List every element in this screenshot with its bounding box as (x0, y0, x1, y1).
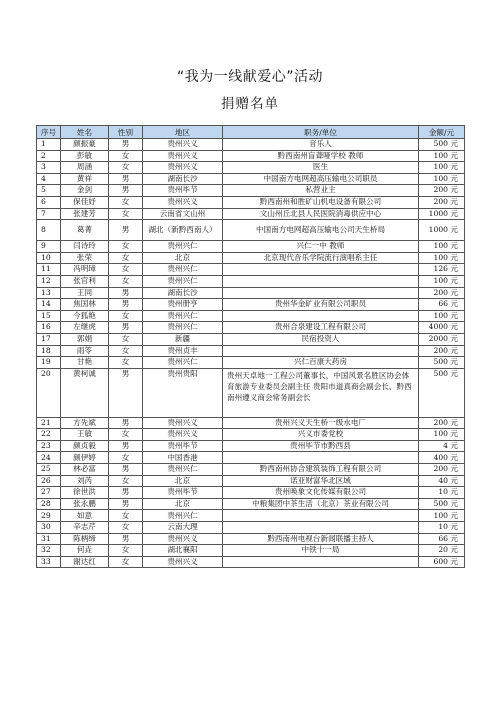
cell-job (223, 310, 419, 322)
cell-amount: 200 元 (419, 464, 465, 476)
cell-amount: 66 元 (419, 299, 465, 311)
cell-job (223, 264, 419, 276)
cell-name: 左继虎 (61, 322, 109, 334)
cell-gender: 女 (109, 252, 143, 264)
cell-amount: 4000 元 (419, 322, 465, 334)
header-gender: 性别 (109, 126, 143, 139)
table-row (37, 322, 465, 334)
cell-name: 张建芳 (61, 208, 109, 220)
cell-seq: 19 (37, 357, 61, 369)
cell-gender: 男 (109, 287, 143, 299)
cell-job (223, 345, 419, 357)
cell-job: 兴仁百康大药房 (223, 357, 419, 369)
cell-region: 北京 (143, 498, 223, 510)
cell-seq: 13 (37, 287, 61, 299)
cell-job: 私营业主 (223, 185, 419, 197)
cell-name: 张官利 (61, 275, 109, 287)
cell-amount: 600 元 (419, 556, 465, 568)
cell-job: 音乐人 (223, 139, 419, 151)
cell-amount: 200 元 (419, 287, 465, 299)
cell-gender: 男 (109, 464, 143, 476)
cell-name: 雨笭 (61, 345, 109, 357)
table-row (37, 533, 465, 545)
cell-job: 北京现代音乐学院流行演唱系主任 (223, 252, 419, 264)
cell-region: 北京 (143, 475, 223, 487)
table-row (37, 345, 465, 357)
cell-seq: 15 (37, 310, 61, 322)
cell-seq: 33 (37, 556, 61, 568)
cell-seq: 2 (37, 150, 61, 162)
cell-gender: 女 (109, 429, 143, 441)
cell-name: 如意 (61, 510, 109, 522)
cell-amount: 100 元 (419, 252, 465, 264)
cell-amount: 100 元 (419, 510, 465, 522)
cell-name: 王同 (61, 287, 109, 299)
cell-name: 林必富 (61, 464, 109, 476)
cell-name: 闫诗玲 (61, 241, 109, 253)
table-row (37, 357, 465, 369)
table-row (37, 556, 465, 568)
cell-job (223, 275, 419, 287)
cell-region: 贵州兴仁 (143, 322, 223, 334)
cell-name: 张永鹏 (61, 498, 109, 510)
cell-job: 中铁十一局 (223, 545, 419, 557)
cell-seq: 27 (37, 487, 61, 499)
cell-region: 贵州兴仁 (143, 264, 223, 276)
cell-name: 葛菁 (61, 220, 109, 241)
cell-region: 贵州兴义 (143, 533, 223, 545)
cell-seq: 1 (37, 139, 61, 151)
cell-name: 颜伊婷 (61, 452, 109, 464)
cell-job: 贵州华金矿业有限公司职员 (223, 299, 419, 311)
cell-seq: 17 (37, 333, 61, 345)
cell-region: 贵州兴义 (143, 556, 223, 568)
cell-job: 兴义市委党校 (223, 429, 419, 441)
table-row (37, 220, 465, 241)
cell-job: 兴仁一中 教师 (223, 241, 419, 253)
cell-job: 黔西南州盲聋哑学校 教师 (223, 150, 419, 162)
cell-gender: 女 (109, 556, 143, 568)
table-row (37, 333, 465, 345)
cell-region: 贵州兴仁 (143, 310, 223, 322)
table-row (37, 545, 465, 557)
cell-amount: 100 元 (419, 162, 465, 174)
cell-seq: 18 (37, 345, 61, 357)
cell-seq: 11 (37, 264, 61, 276)
cell-seq: 29 (37, 510, 61, 522)
cell-gender: 男 (109, 487, 143, 499)
table-row (37, 299, 465, 311)
cell-job: 中国南方电网超高压输电公司天生桥局 (223, 220, 419, 241)
cell-seq: 9 (37, 241, 61, 253)
cell-name: 郭娟 (61, 333, 109, 345)
cell-amount: 20 元 (419, 545, 465, 557)
cell-gender: 男 (109, 440, 143, 452)
cell-name: 保佳妤 (61, 196, 109, 208)
cell-seq: 4 (37, 173, 61, 185)
cell-job: 贵州天卓地一工程公司董事长，中国风景名胜区协会体育旅游专业委员会副主任 贵阳市道真商会副会长、黔西南州遵义商会常务副会长 (223, 368, 419, 417)
cell-amount: 400 元 (419, 452, 465, 464)
cell-seq: 22 (37, 429, 61, 441)
cell-job (223, 452, 419, 464)
cell-amount: 100 元 (419, 173, 465, 185)
cell-amount: 100 元 (419, 150, 465, 162)
table-row (37, 196, 465, 208)
cell-amount: 100 元 (419, 429, 465, 441)
table-row (37, 487, 465, 499)
table-header-row (37, 126, 465, 139)
header-seq: 序号 (37, 126, 61, 139)
cell-gender: 女 (109, 522, 143, 534)
cell-name: 颜振豪 (61, 139, 109, 151)
cell-name: 焦国林 (61, 299, 109, 311)
cell-region: 北京 (143, 252, 223, 264)
table-row (37, 440, 465, 452)
cell-gender: 女 (109, 475, 143, 487)
cell-amount: 200 元 (419, 185, 465, 197)
cell-seq: 8 (37, 220, 61, 241)
cell-gender: 女 (109, 345, 143, 357)
cell-job (223, 522, 419, 534)
cell-gender: 女 (109, 510, 143, 522)
cell-region: 贵州兴仁 (143, 357, 223, 369)
cell-region: 贵州兴仁 (143, 464, 223, 476)
table-row (37, 417, 465, 429)
cell-name: 冯明璋 (61, 264, 109, 276)
cell-seq: 28 (37, 498, 61, 510)
cell-amount: 200 元 (419, 345, 465, 357)
table-row (37, 464, 465, 476)
table-row (37, 429, 465, 441)
cell-name: 彭敏 (61, 150, 109, 162)
cell-amount: 1000 元 (419, 220, 465, 241)
header-job: 职务/单位 (223, 126, 419, 139)
cell-seq: 10 (37, 252, 61, 264)
cell-name: 张荣 (61, 252, 109, 264)
cell-seq: 21 (37, 417, 61, 429)
table-row (37, 162, 465, 174)
cell-region: 贵州毕节 (143, 185, 223, 197)
cell-amount: 10 元 (419, 487, 465, 499)
cell-seq: 12 (37, 275, 61, 287)
cell-gender: 女 (109, 241, 143, 253)
cell-job: 医生 (223, 162, 419, 174)
cell-name: 黄祥 (61, 173, 109, 185)
cell-gender: 男 (109, 173, 143, 185)
cell-region: 湖北襄阳 (143, 545, 223, 557)
table-row (37, 498, 465, 510)
cell-name: 陈柄缔 (61, 533, 109, 545)
cell-seq: 3 (37, 162, 61, 174)
cell-seq: 31 (37, 533, 61, 545)
cell-region: 贵州兴仁 (143, 275, 223, 287)
cell-job: 贵州兴义天生桥一级水电厂 (223, 417, 419, 429)
cell-gender: 男 (109, 139, 143, 151)
cell-job: 贵州毕节市黔西县 (223, 440, 419, 452)
table-row (37, 185, 465, 197)
cell-gender: 女 (109, 162, 143, 174)
table-row (37, 287, 465, 299)
cell-amount: 126 元 (419, 264, 465, 276)
cell-job: 黔西南州协合建筑装饰工程有限公司 (223, 464, 419, 476)
cell-seq: 14 (37, 299, 61, 311)
cell-gender: 男 (109, 299, 143, 311)
cell-amount: 500 元 (419, 368, 465, 417)
cell-seq: 25 (37, 464, 61, 476)
cell-region: 湖南长沙 (143, 287, 223, 299)
cell-gender: 男 (109, 417, 143, 429)
cell-seq: 5 (37, 185, 61, 197)
cell-amount: 10 元 (419, 522, 465, 534)
document-title: “我为一线献爱心”活动 (176, 69, 323, 85)
cell-job: 黔西南州电视台新闻联播主持人 (223, 533, 419, 545)
cell-name: 甘艳 (61, 357, 109, 369)
cell-amount: 100 元 (419, 241, 465, 253)
cell-region: 云南省文山州 (143, 208, 223, 220)
cell-job (223, 510, 419, 522)
cell-seq: 26 (37, 475, 61, 487)
cell-name: 周涵 (61, 162, 109, 174)
cell-job: 中粮集团中茶生活（北京）茶业有限公司 (223, 498, 419, 510)
cell-amount: 1000 元 (419, 208, 465, 220)
cell-name: 谢达红 (61, 556, 109, 568)
cell-amount: 100 元 (419, 310, 465, 322)
table-row (37, 275, 465, 287)
cell-gender: 女 (109, 275, 143, 287)
cell-job: 中国南方电网超高压输电公司职员 (223, 173, 419, 185)
cell-seq: 24 (37, 452, 61, 464)
cell-amount: 100 元 (419, 275, 465, 287)
cell-job: 民宿投资人 (223, 333, 419, 345)
donor-table (36, 125, 465, 568)
cell-region: 湖北（新黔西南人） (143, 220, 223, 241)
cell-gender: 女 (109, 545, 143, 557)
cell-region: 贵州毕节 (143, 487, 223, 499)
cell-region: 贵州兴义 (143, 196, 223, 208)
cell-region: 贵州贵阳 (143, 368, 223, 417)
header-amount: 金额/元 (419, 126, 465, 139)
cell-job: 文山州丘北县人民医院消毒供应中心 (223, 208, 419, 220)
cell-region: 贵州兴义 (143, 139, 223, 151)
cell-region: 新疆 (143, 333, 223, 345)
cell-name: 颜贞毅 (61, 440, 109, 452)
cell-gender: 男 (109, 368, 143, 417)
table-body (37, 139, 465, 568)
table-row (37, 241, 465, 253)
cell-gender: 女 (109, 452, 143, 464)
cell-name: 方先斌 (61, 417, 109, 429)
cell-amount: 500 元 (419, 357, 465, 369)
cell-gender: 男 (109, 498, 143, 510)
cell-gender: 女 (109, 357, 143, 369)
cell-gender: 女 (109, 196, 143, 208)
cell-job: 黔西南州和胜矿山机电设备有限公司 (223, 196, 419, 208)
cell-region: 贵州兴义 (143, 162, 223, 174)
cell-name: 黄柯诚 (61, 368, 109, 417)
cell-gender: 女 (109, 310, 143, 322)
cell-gender: 男 (109, 220, 143, 241)
cell-gender: 女 (109, 264, 143, 276)
table-row (37, 475, 465, 487)
cell-amount: 500 元 (419, 498, 465, 510)
cell-region: 贵州兴义 (143, 417, 223, 429)
cell-region: 贵州兴仁 (143, 241, 223, 253)
document-subtitle: 捐赠名单 (221, 96, 279, 112)
cell-seq: 30 (37, 522, 61, 534)
cell-amount: 2000 元 (419, 333, 465, 345)
cell-name: 辛志芹 (61, 522, 109, 534)
cell-name: 徐世洪 (61, 487, 109, 499)
cell-name: 今狐艳 (61, 310, 109, 322)
cell-seq: 7 (37, 208, 61, 220)
cell-region: 湖南长沙 (143, 173, 223, 185)
table-row (37, 264, 465, 276)
cell-amount: 200 元 (419, 417, 465, 429)
cell-gender: 男 (109, 533, 143, 545)
cell-name: 刘芮 (61, 475, 109, 487)
cell-gender: 女 (109, 150, 143, 162)
cell-gender: 女 (109, 333, 143, 345)
cell-name: 金剑 (61, 185, 109, 197)
header-region: 地区 (143, 126, 223, 139)
cell-seq: 32 (37, 545, 61, 557)
table-row (37, 368, 465, 417)
cell-region: 贵州兴仁 (143, 510, 223, 522)
cell-amount: 66 元 (419, 533, 465, 545)
cell-region: 贵州贞丰 (143, 345, 223, 357)
table-row (37, 173, 465, 185)
cell-amount: 4 元 (419, 440, 465, 452)
cell-gender: 女 (109, 208, 143, 220)
cell-name: 何垚 (61, 545, 109, 557)
cell-amount: 200 元 (419, 196, 465, 208)
cell-seq: 20 (37, 368, 61, 417)
cell-region: 贵州册亨 (143, 299, 223, 311)
cell-region: 贵州兴义 (143, 429, 223, 441)
table-row (37, 510, 465, 522)
cell-region: 中国香港 (143, 452, 223, 464)
table-row (37, 139, 465, 151)
table-row (37, 150, 465, 162)
cell-region: 云南大理 (143, 522, 223, 534)
cell-name: 王敏 (61, 429, 109, 441)
table-row (37, 252, 465, 264)
cell-gender: 男 (109, 322, 143, 334)
cell-seq: 23 (37, 440, 61, 452)
table-row (37, 452, 465, 464)
table-row (37, 522, 465, 534)
cell-job: 贵州合泉建设工程有限公司 (223, 322, 419, 334)
cell-job: 贵州唤象文化传媒有限公司 (223, 487, 419, 499)
cell-seq: 16 (37, 322, 61, 334)
table-row (37, 310, 465, 322)
cell-seq: 6 (37, 196, 61, 208)
cell-job (223, 556, 419, 568)
cell-region: 贵州毕节 (143, 440, 223, 452)
cell-region: 贵州兴义 (143, 150, 223, 162)
cell-amount: 500 元 (419, 139, 465, 151)
cell-job (223, 287, 419, 299)
table-row (37, 208, 465, 220)
cell-amount: 40 元 (419, 475, 465, 487)
cell-gender: 男 (109, 185, 143, 197)
header-name: 姓名 (61, 126, 109, 139)
cell-job: 诺亚财富华北区域 (223, 475, 419, 487)
